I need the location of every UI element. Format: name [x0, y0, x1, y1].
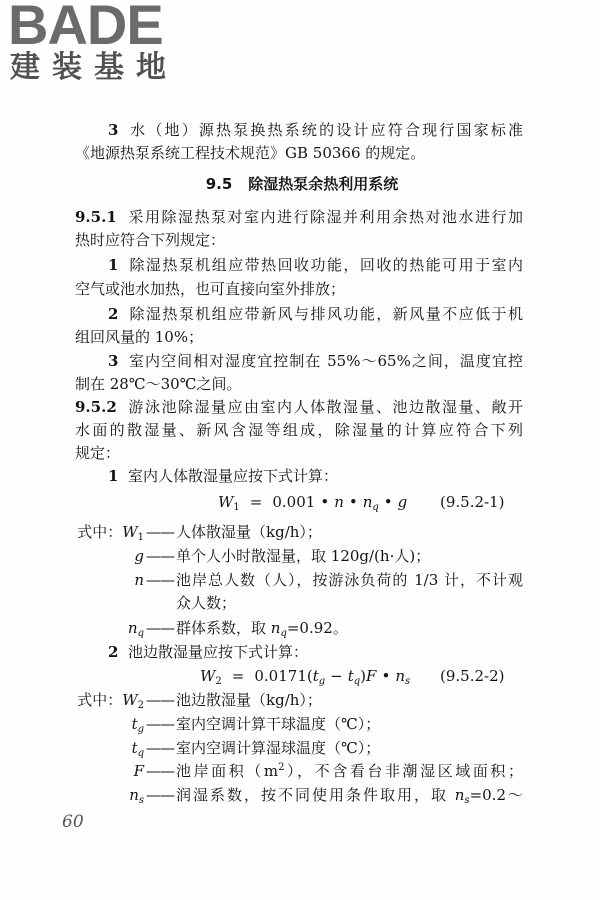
minus-sign: −: [330, 667, 343, 685]
multiply-dot: •: [383, 493, 393, 511]
subscript: q: [137, 748, 144, 759]
clause-9-5-2-item-2: [75, 641, 523, 663]
where-label: 式中：: [77, 691, 123, 709]
item-text: 室内人体散湿量应按下式计算：: [128, 467, 339, 485]
prev-item-3-line-2: 《地源热泵系统工程技术规范》GB 50366 的规定。: [75, 144, 426, 162]
dash-separator: ——: [146, 547, 174, 565]
clause-9-5-1-item-3-line-2: 制在 28℃～30℃之间。: [75, 375, 242, 393]
definition-n: [75, 569, 523, 591]
item-text: 水（地）源热泵换热系统的设计应符合现行国家标准: [128, 121, 523, 139]
dash-separator: ——: [146, 715, 174, 733]
logo-tagline-text: 建装基地: [10, 50, 178, 85]
definition-f: [75, 760, 523, 782]
formula-expression: [200, 665, 410, 687]
subscript: q: [137, 628, 144, 639]
definition-symbol: [75, 760, 144, 782]
clause-9-5-1-item-2-line-2: 组回风量的 10%；: [75, 328, 204, 346]
var-t: t: [131, 739, 138, 757]
definition-text: 室内空调计算湿球温度（℃）；: [176, 739, 381, 757]
definition-w1: [75, 521, 523, 543]
dash-separator: ——: [146, 786, 174, 804]
formula-expression: [218, 491, 407, 513]
clause-9-5-2-line-1: [75, 396, 523, 418]
prev-item-3-line-1: [75, 119, 523, 141]
coefficient: 0.0171(: [254, 667, 313, 685]
text-part: 池岸面积（m: [176, 762, 279, 780]
var-n: n: [129, 786, 139, 804]
subscript: s: [464, 795, 470, 806]
logo-brand-text: BADE: [8, 0, 163, 56]
dash-separator: ——: [146, 523, 174, 541]
subscript: q: [372, 502, 379, 513]
item-number: 2: [108, 305, 119, 323]
var-nq: n: [362, 493, 373, 511]
coefficient: 0.001: [272, 493, 316, 511]
item-number: 3: [108, 352, 119, 370]
item-number: 3: [108, 121, 119, 139]
subscript: 1: [233, 502, 240, 513]
definition-tg: [75, 713, 523, 735]
formula-9-5-2-2: [0, 665, 600, 687]
clause-9-5-1-item-1-line-1: [75, 254, 523, 276]
clause-9-5-1-line-1: [75, 206, 523, 228]
equals-sign: =: [231, 667, 245, 685]
definition-w2: [75, 689, 523, 711]
definition-symbol: [75, 569, 144, 591]
subscript: s: [404, 676, 411, 687]
definition-symbol: [75, 784, 144, 806]
var-t: t: [347, 667, 354, 685]
definition-symbol: [75, 521, 144, 543]
text-part: ），不含看台非潮湿区域面积；: [284, 762, 523, 780]
clause-9-5-1-line-2: 热时应符合下列规定：: [75, 231, 226, 249]
formula-number: (9.5.2-1): [440, 493, 505, 511]
page-number: 60: [62, 812, 84, 832]
var-t: t: [131, 715, 138, 733]
definition-symbol: [75, 617, 144, 639]
item-text: 除湿热泵机组应带新风与排风功能，新风量不应低于机: [128, 305, 523, 323]
var-n: n: [270, 619, 281, 637]
dash-separator: ——: [146, 691, 174, 709]
clause-text: 采用除湿热泵对室内进行除湿并利用余热对池水进行加: [127, 208, 523, 226]
item-number: 2: [108, 643, 119, 661]
item-text: 除湿热泵机组应带热回收功能，回收的热能可用于室内: [128, 256, 523, 274]
clause-number: 9.5.1: [75, 208, 117, 226]
item-number: 1: [108, 256, 119, 274]
definition-text: 室内空调计算干球温度（℃）；: [176, 715, 381, 733]
definition-symbol: [75, 737, 144, 759]
clause-text: 游泳池除湿量应由室内人体散湿量、池边散湿量、敞开: [127, 398, 523, 416]
subscript: s: [138, 795, 144, 806]
clause-9-5-1-item-3-line-1: [75, 350, 523, 372]
dash-separator: ——: [146, 619, 174, 637]
multiply-dot: •: [348, 493, 358, 511]
var-w: W: [122, 523, 138, 541]
superscript: 2: [278, 762, 285, 773]
dash-separator: ——: [146, 762, 174, 780]
definition-symbol: [75, 689, 144, 711]
section-heading: [4, 173, 600, 195]
definition-text: [176, 784, 523, 806]
formula-number: (9.5.2-2): [440, 667, 505, 685]
subscript: 2: [215, 676, 222, 687]
definition-text: 单个人小时散湿量，取 120g/(h·人)；: [176, 547, 431, 565]
var-f: F: [133, 762, 144, 780]
text-part: =0.2～: [469, 786, 523, 804]
var-n: n: [127, 619, 138, 637]
clause-9-5-1-item-2-line-1: [75, 303, 523, 325]
definition-n-continuation: 众人数；: [176, 594, 237, 612]
subscript: 2: [137, 700, 144, 711]
definition-symbol: [75, 545, 144, 567]
subscript: q: [353, 676, 361, 687]
definition-text: 池岸总人数（人），按游泳负荷的 1/3 计，不计观: [176, 571, 523, 589]
item-text: 室内空间相对湿度宜控制在 55%～65%之间，温度宜控: [128, 352, 523, 370]
var-t: t: [312, 667, 319, 685]
var-n: n: [454, 786, 465, 804]
item-number: 1: [108, 467, 119, 485]
var-n: n: [334, 493, 344, 511]
multiply-dot: •: [381, 667, 391, 685]
definition-text: [176, 617, 523, 639]
section-number: 9.5: [205, 175, 233, 193]
subscript: g: [318, 676, 326, 687]
item-text: 池边散湿量应按下式计算：: [128, 643, 309, 661]
clause-9-5-2-item-1: [75, 465, 523, 487]
var-n: n: [134, 571, 144, 589]
definition-tq: [75, 737, 523, 759]
definition-text: [176, 760, 523, 782]
text-part: =0.92。: [286, 619, 348, 637]
formula-9-5-2-1: [0, 491, 600, 513]
where-label: 式中：: [77, 523, 123, 541]
var-w: W: [122, 691, 138, 709]
dash-separator: ——: [146, 739, 174, 757]
var-w: W: [218, 493, 234, 511]
subscript: q: [280, 628, 287, 639]
var-f: F: [366, 667, 377, 685]
var-n: n: [395, 667, 405, 685]
var-g: g: [397, 493, 408, 511]
definition-ns: [75, 784, 523, 806]
definition-nq: [75, 617, 523, 639]
clause-number: 9.5.2: [75, 398, 117, 416]
text-part: 润湿系数，按不同使用条件取用，取: [176, 786, 455, 804]
definition-symbol: [75, 713, 144, 735]
equals-sign: =: [249, 493, 263, 511]
text-part: 群体系数，取: [176, 619, 271, 637]
clause-9-5-2-line-3: 规定：: [75, 444, 121, 462]
definition-text: 池边散湿量（kg/h）；: [176, 691, 322, 709]
var-g: g: [134, 547, 144, 565]
definition-g: [75, 545, 523, 567]
multiply-dot: •: [320, 493, 330, 511]
definition-text: 人体散湿量（kg/h）；: [176, 523, 322, 541]
dash-separator: ——: [146, 571, 174, 589]
subscript: g: [137, 724, 144, 735]
clause-9-5-1-item-1-line-2: 空气或池水加热，也可直接向室外排放；: [75, 280, 346, 298]
section-title: 除湿热泵余热利用系统: [248, 175, 399, 193]
subscript: 1: [137, 532, 144, 543]
clause-9-5-2-line-2: 水面的散湿量、新风含湿等组成，除湿量的计算应符合下列: [75, 421, 523, 439]
close-paren: ): [360, 667, 367, 685]
var-w: W: [200, 667, 216, 685]
